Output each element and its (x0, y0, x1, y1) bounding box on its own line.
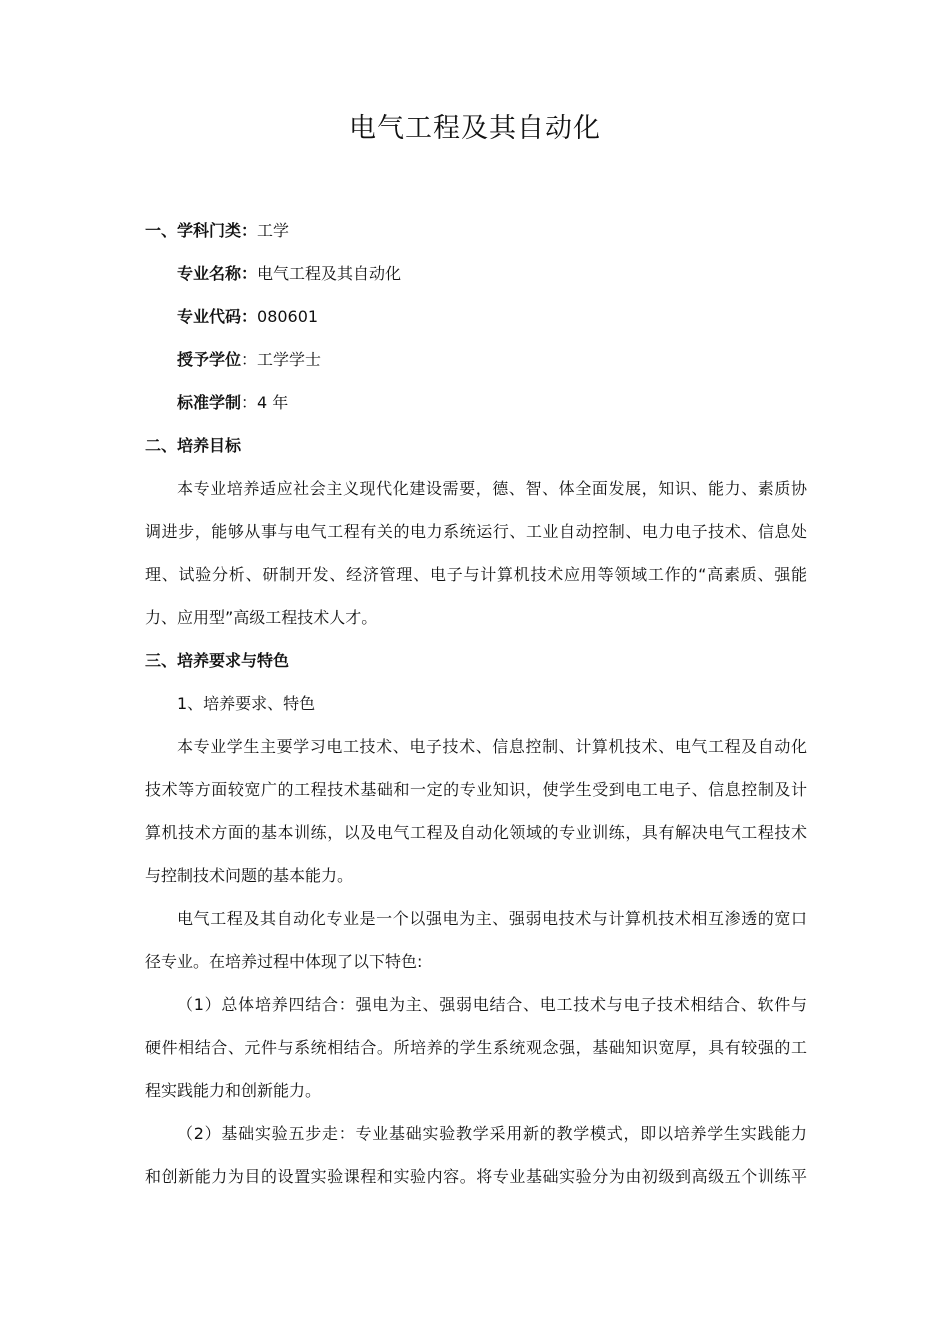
paragraph-line: 程实践能力和创新能力。 (145, 1081, 322, 1100)
degree-label: 授予学位 (177, 350, 242, 369)
info-duration (145, 381, 807, 424)
category-value: 工学 (257, 221, 290, 240)
section2-heading: 二、培养目标 (145, 436, 242, 455)
paragraph-line: 调进步，能够从事与电气工程有关的电力系统运行、工业自动控制、电力电子技术、信息处 (145, 522, 807, 541)
section3-heading: 三、培养要求与特色 (145, 651, 290, 670)
duration-label: 标准学制 (177, 393, 242, 412)
major-label: 专业名称： (177, 264, 258, 283)
paragraph-line: （1）总体培养四结合：强电为主、强弱电结合、电工技术与电子技术相结合、软件与 (177, 995, 807, 1014)
section3-paragraph-1 (145, 725, 807, 897)
paragraph-line: 和创新能力为目的设置实验课程和实验内容。将专业基础实验分为由初级到高级五个训练平 (145, 1167, 807, 1186)
paragraph-line: 本专业学生主要学习电工技术、电子技术、信息控制、计算机技术、电气工程及自动化 (177, 737, 807, 756)
section3-paragraph-4 (145, 1112, 807, 1198)
section3-paragraph-2 (145, 897, 807, 983)
paragraph-line: 径专业。在培养过程中体现了以下特色: (145, 952, 423, 971)
category-label: 一、学科门类： (145, 221, 258, 240)
paragraph-line: 电气工程及其自动化专业是一个以强电为主、强弱电技术与计算机技术相互渗透的宽口 (177, 909, 807, 928)
info-major (145, 252, 807, 295)
page-title: 电气工程及其自动化 (349, 113, 601, 144)
paragraph-line: 力、应用型”高级工程技术人才。 (145, 608, 378, 627)
paragraph-line: 本专业培养适应社会主义现代化建设需要，德、智、体全面发展，知识、能力、素质协 (177, 479, 807, 498)
degree-value: ：工学学士 (241, 350, 322, 369)
section3-paragraph-3 (145, 983, 807, 1112)
paragraph-line: （2）基础实验五步走：专业基础实验教学采用新的教学模式，即以培养学生实践能力 (177, 1124, 807, 1143)
info-category (145, 209, 807, 252)
code-label: 专业代码： (177, 307, 258, 326)
section3-subheading: 1、培养要求、特色 (177, 694, 316, 713)
paragraph-line: 算机技术方面的基本训练，以及电气工程及自动化领域的专业训练，具有解决电气工程技术 (145, 823, 807, 842)
paragraph-line: 与控制技术问题的基本能力。 (145, 866, 354, 885)
paragraph-line: 理、试验分析、研制开发、经济管理、电子与计算机技术应用等领域工作的“高素质、强能 (145, 565, 807, 584)
code-value: 080601 (257, 307, 319, 326)
major-value: 电气工程及其自动化 (257, 264, 402, 283)
section2-paragraph (145, 467, 807, 639)
info-degree (145, 338, 807, 381)
paragraph-line: 硬件相结合、元件与系统相结合。所培养的学生系统观念强，基础知识宽厚，具有较强的工 (145, 1038, 807, 1057)
info-code (145, 295, 807, 338)
duration-value: ：4 年 (241, 393, 289, 412)
document-body (145, 209, 807, 1198)
paragraph-line: 技术等方面较宽广的工程技术基础和一定的专业知识，使学生受到电工电子、信息控制及计 (145, 780, 807, 799)
